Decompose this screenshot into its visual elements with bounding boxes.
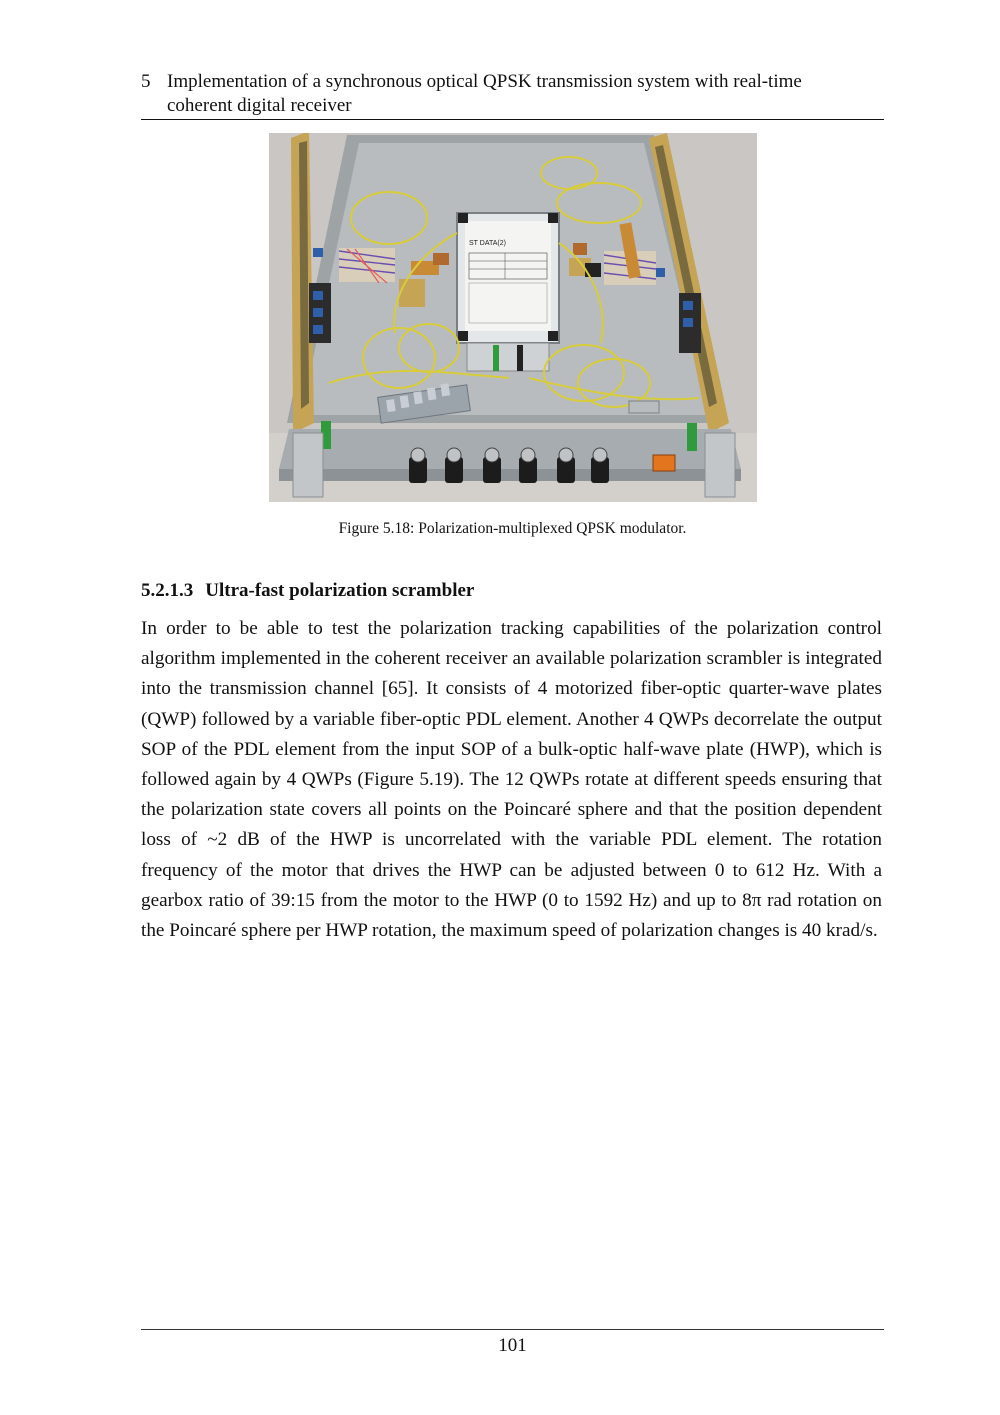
body-paragraph: In order to be able to test the polarization tracking capabilities of the polarization control algorithm implemented in the coherent receiver an available polarization scrambler is integrated into the transmission channel [65]. It consists of 4 motorized fiber-optic quarter-wave plates (QWP) followed by a variable fiber-optic PDL element. Another 4 QWPs decorrelate the output SOP of the PDL element from the input SOP of a bulk-optic half-wave plate (HWP), which is followed again by 4 QWPs (Figure 5.19). The 12 QWPs rotate at different speeds ensuring that the polarization state covers all points on the Poincaré sphere and that the position dependent loss of ~2 dB of the HWP is uncorrelated with the variable PDL element. The rotation frequency of the motor that drives the HWP can be adjusted between 0 to 612 Hz. With a gearbox ratio of 39:15 from the motor to the HWP (0 to 1592 Hz) and up to 8π rad rotation on the Poincaré sphere per HWP rotation, the maximum speed of polarization changes is 40 krad/s. [141,618,882,942]
modulator-photo-illustration [269,133,757,502]
footer-rule [141,1329,884,1330]
section-number: 5.2.1.3 [141,580,194,601]
running-header-line1 [141,70,884,94]
orange-switch [653,455,675,471]
chapter-number: 5 [141,71,151,92]
chapter-title-line1: Implementation of a synchronous optical QPSK transmission system with real-time [167,71,802,92]
section-heading [141,579,884,603]
figure-number: Figure 5.18: [338,520,415,537]
figure-photo [269,133,757,502]
chapter-title-line2: coherent digital receiver [167,95,352,116]
section-title: Ultra-fast polarization scrambler [205,580,475,601]
running-header [141,70,884,118]
page-number: 101 [498,1335,527,1356]
device-label: ST DATA(2) [469,240,506,247]
header-rule [141,119,884,120]
figure-caption [141,519,884,539]
figure-caption-text: Polarization-multiplexed QPSK modulator. [418,520,687,537]
